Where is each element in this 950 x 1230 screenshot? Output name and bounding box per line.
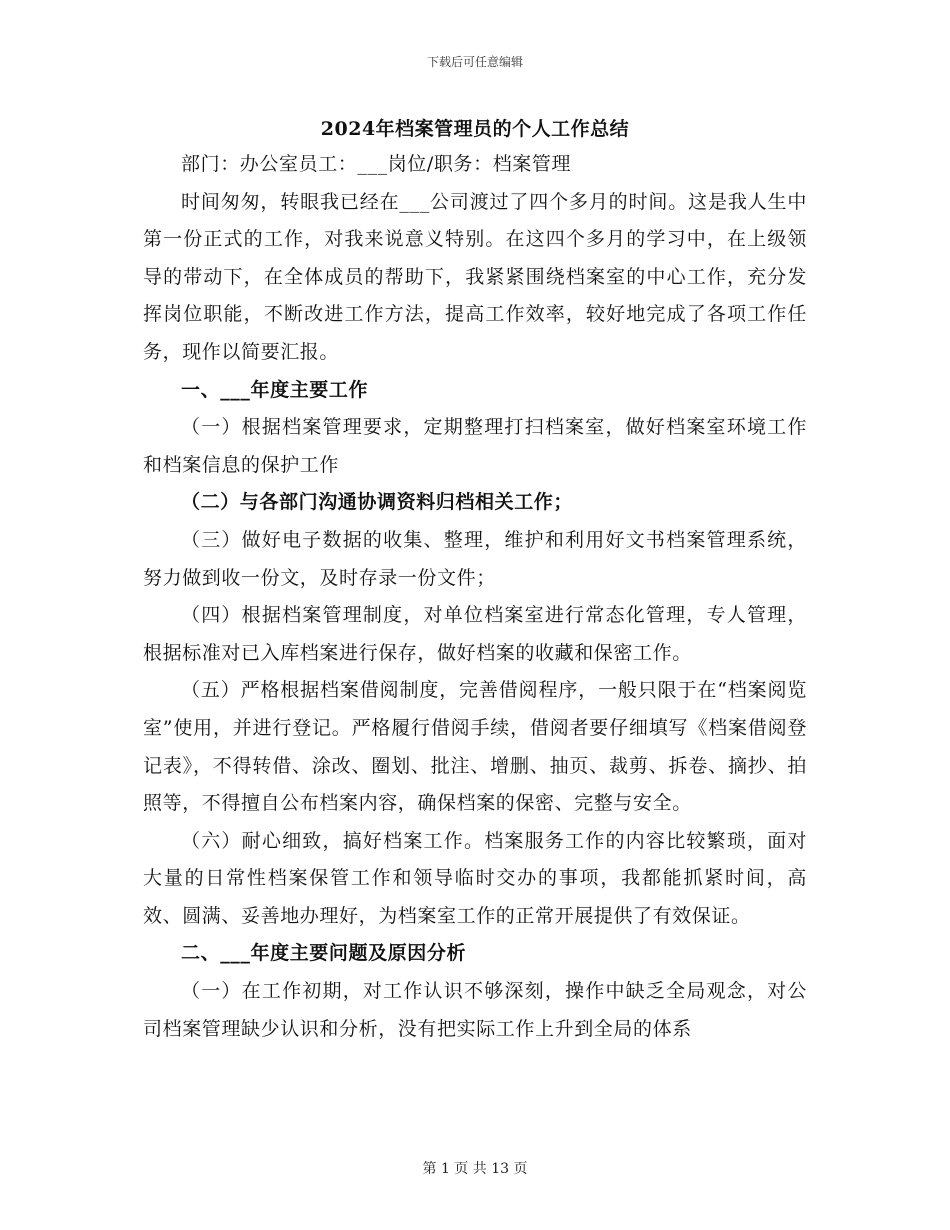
document-title: 2024年档案管理员的个人工作总结: [320, 118, 630, 140]
document-body: [143, 146, 807, 1048]
problem-item-1: （一）在工作初期，对工作认识不够深刻，操作中缺乏全局观念，对公司档案管理缺少认识和分析，没有把实际工作上升到全局的体系: [143, 980, 807, 1040]
work-item-1: （一）根据档案管理要求，定期整理打扫档案室，做好档案室环境工作和档案信息的保护工作: [143, 416, 807, 476]
work-item-5: （五）严格根据档案借阅制度，完善借阅程序，一般只限于在“档案阅览室”使用，并进行登记。严格履行借阅手续，借阅者要仔细填写《档案借阅登记表》，不得转借、涂改、圈划、批注、增删、抽页、裁剪、拆卷、摘抄、拍照等，不得擅自公布档案内容，确保档案的保密、完整与安全。: [143, 679, 807, 815]
work-item-4: （四）根据档案管理制度，对单位档案室进行常态化管理，专人管理，根据标准对已入库档案进行保存，做好档案的收藏和保密工作。: [143, 604, 807, 664]
page-number-footer: 第 1 页 共 13 页: [422, 1161, 528, 1177]
page-header-note: 下载后可任意编辑: [426, 55, 523, 69]
work-item-2: （二）与各部门沟通协调资料归档相关工作；: [181, 491, 574, 514]
work-item-3: （三）做好电子数据的收集、整理，维护和利用好文书档案管理系统，努力做到收一份文，及时存录一份文件；: [143, 528, 807, 589]
intro-paragraph: 时间匆匆，转眼我已经在___公司渡过了四个多月的时间。这是我人生中第一份正式的工作，对我来说意义特别。在这四个多月的学习中，在上级领导的带动下，在全体成员的帮助下，我紧紧围绕档案室的中心工作，充分发挥岗位职能，不断改进工作方法，提高工作效率，较好地完成了各项工作任务，现作以简要汇报。: [143, 190, 807, 363]
work-item-6: （六）耐心细致，搞好档案工作。档案服务工作的内容比较繁琐，面对大量的日常性档案保管工作和领导临时交办的事项，我都能抓紧时间，高效、圆满、妥善地办理好，为档案室工作的正常开展提供了有效保证。: [143, 829, 807, 927]
section-heading-problems: 二、___年度主要问题及原因分析: [181, 942, 467, 965]
department-info-line: 部门：办公室员工：___岗位/职务：档案管理: [181, 153, 572, 175]
section-heading-main-work: 一、___年度主要工作: [181, 378, 369, 401]
